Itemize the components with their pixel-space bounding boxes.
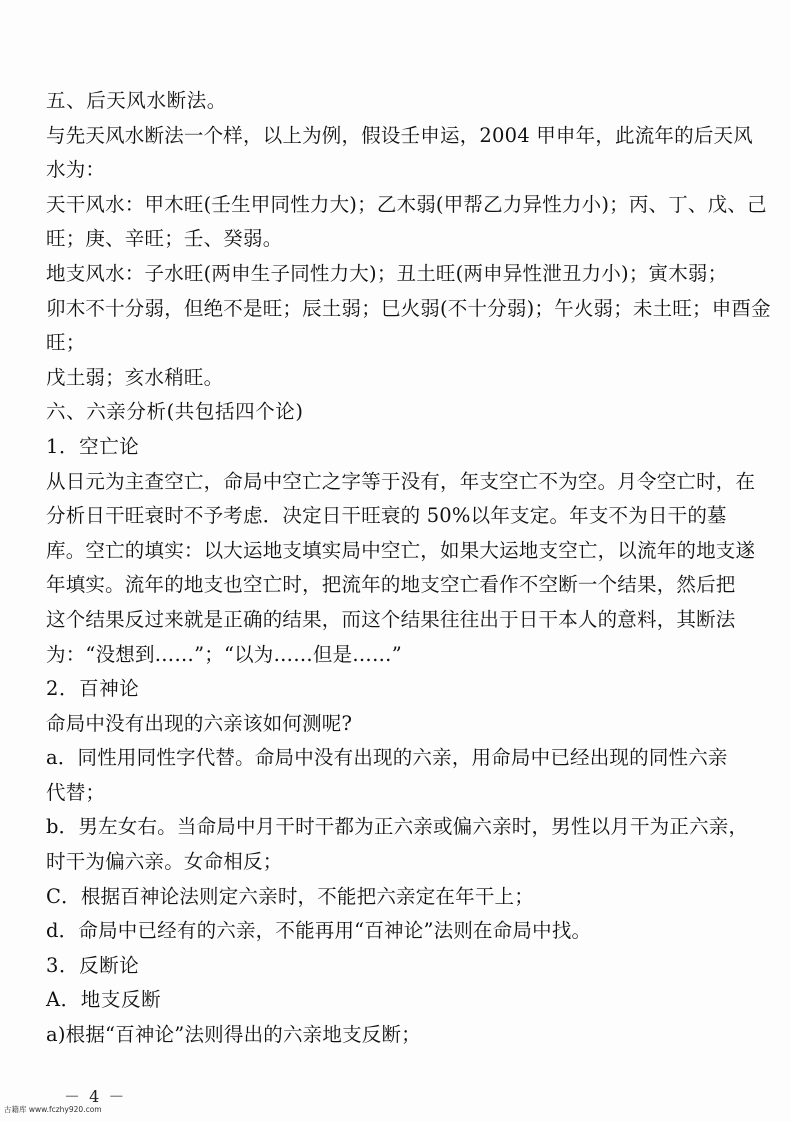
paragraph-line: 库。空亡的填实：以大运地支填实局中空亡，如果大运地支空亡，以流年的地支遂	[46, 538, 756, 562]
subheading-kongwang: 1．空亡论	[46, 434, 140, 458]
paragraph-line: 年填实。流年的地支也空亡时，把流年的地支空亡看作不空断一个结果，然后把	[46, 573, 736, 597]
list-item-line: 代替；	[46, 780, 106, 804]
paragraph-line: 命局中没有出现的六亲该如何测呢?	[46, 711, 353, 735]
paragraph-line: 与先天风水断法一个样，以上为例，假设壬申运，2004 甲申年，此流年的后天风	[46, 123, 753, 147]
paragraph-line: 水为：	[46, 158, 106, 182]
paragraph-line: 卯木不十分弱，但绝不是旺；辰土弱；巳火弱(不十分弱)；午火弱；未土旺；申酉金	[46, 296, 771, 320]
section-heading-six: 六、六亲分析(共包括四个论)	[46, 400, 304, 424]
paragraph-line: 分析日干旺衰时不予考虑．决定日干旺衰的 50%以年支定。年支不为日干的墓	[46, 504, 727, 528]
list-item-line: C．根据百神论法则定六亲时，不能把六亲定在年干上；	[46, 884, 534, 908]
watermark-text: 古籍库 www.fczhy920.com	[4, 1105, 102, 1114]
paragraph-line: 旺；庚、辛旺；壬、癸弱。	[46, 227, 283, 251]
paragraph-line: 戊土弱；亥水稍旺。	[46, 365, 224, 389]
paragraph-line: 从日元为主查空亡，命局中空亡之字等于没有，年支空亡不为空。月令空亡时，在	[46, 469, 756, 493]
subheading-baishen: 2．百神论	[46, 677, 140, 701]
list-item-line: b．男左女右。当命局中月干时干都为正六亲或偏六亲时，男性以月干为正六亲，	[46, 815, 749, 839]
paragraph-line: 为：“没想到……”；“以为……但是……”	[46, 642, 402, 666]
paragraph-line: 旺；	[46, 331, 86, 355]
list-item-line: d．命局中已经有的六亲，不能再用“百神论”法则在命局中找。	[46, 919, 592, 943]
subheading-fanduan: 3．反断论	[46, 953, 140, 977]
list-item-line: a．同性用同性字代替。命局中没有出现的六亲，用命局中已经出现的同性六亲	[46, 746, 728, 770]
page-number: － 4 －	[64, 1087, 127, 1106]
paragraph-line: 天干风水：甲木旺(壬生甲同性力大)；乙木弱(甲帮乙力异性力小)；丙、丁、戊、己	[46, 192, 767, 216]
document-body	[46, 84, 771, 1053]
paragraph-line: 这个结果反过来就是正确的结果，而这个结果往往出于日干本人的意料，其断法	[46, 607, 736, 631]
subheading-dizhi-fanduan: A．地支反断	[46, 988, 162, 1012]
list-item-line: 时干为偏六亲。女命相反；	[46, 850, 283, 874]
section-heading-five: 五、后天风水断法。	[46, 89, 227, 112]
list-item-line: a)根据“百神论”法则得出的六亲地支反断；	[46, 1023, 421, 1047]
paragraph-line: 地支风水：子水旺(两申生子同性力大)；丑土旺(两申异性泄丑力小)；寅木弱；	[46, 261, 728, 285]
